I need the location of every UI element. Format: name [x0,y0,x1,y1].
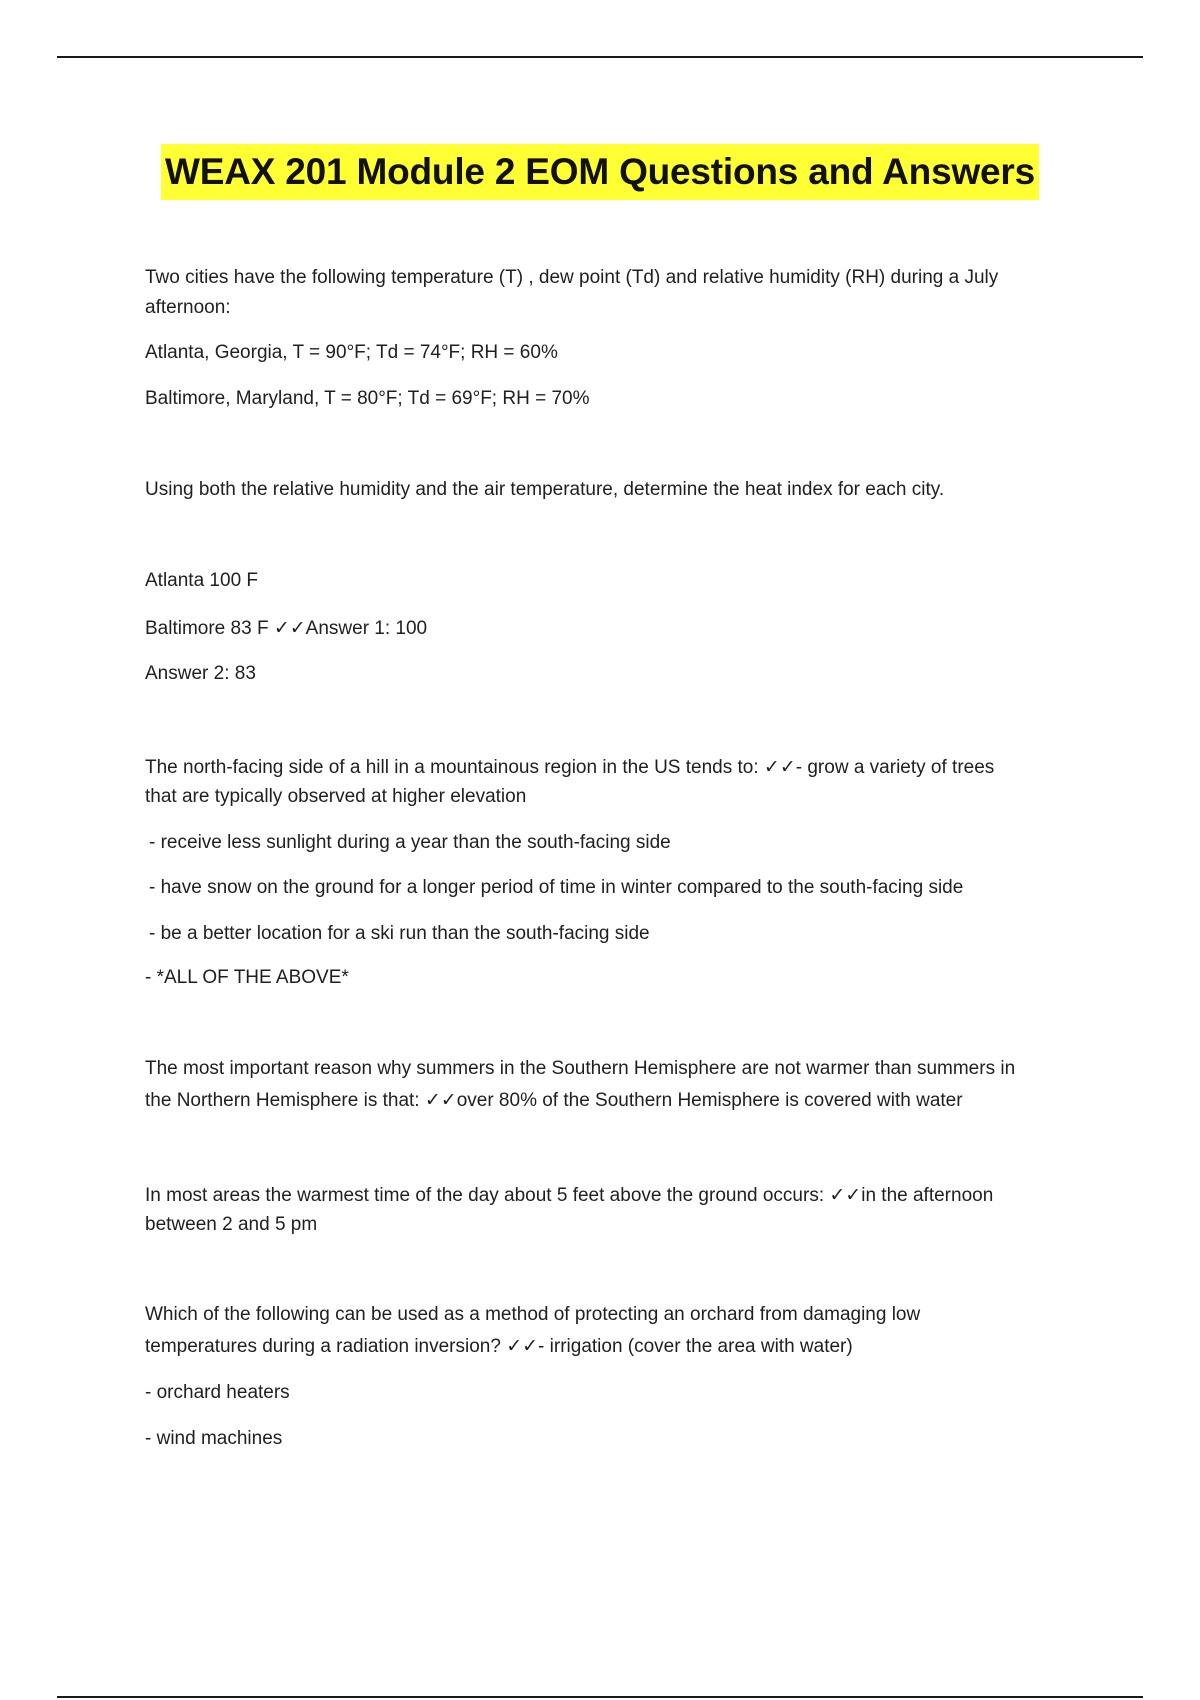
text-line: - have snow on the ground for a longer period of time in winter compared to the south-facing side [149,877,964,898]
title-wrap [0,144,1200,200]
text-line: temperatures during a radiation inversion? ✓✓- irrigation (cover the area with water) [145,1336,853,1357]
text-line: Two cities have the following temperature (T) , dew point (Td) and relative humidity (RH) during a July [145,267,999,288]
text-line: The most important reason why summers in the Southern Hemisphere are not warmer than summers in [145,1058,1016,1079]
text-line: Using both the relative humidity and the air temperature, determine the heat index for each city. [145,479,945,500]
text-line: Atlanta, Georgia, T = 90°F; Td = 74°F; RH = 60% [145,342,558,363]
text-line: Baltimore, Maryland, T = 80°F; Td = 69°F; RH = 70% [145,388,590,409]
bottom-rule [57,1696,1143,1698]
text-line: - receive less sunlight during a year than the south-facing side [149,832,671,853]
document-title: WEAX 201 Module 2 EOM Questions and Answers [161,144,1039,200]
text-line: The north-facing side of a hill in a mountainous region in the US tends to: ✓✓- grow a variety of trees [145,757,995,778]
text-line: In most areas the warmest time of the day about 5 feet above the ground occurs: ✓✓in the afternoon [145,1185,994,1206]
text-line: Answer 2: 83 [145,663,256,684]
text-line: Which of the following can be used as a method of protecting an orchard from damaging low [145,1304,921,1325]
text-line: the Northern Hemisphere is that: ✓✓over 80% of the Southern Hemisphere is covered with water [145,1090,963,1111]
text-line: Atlanta 100 F [145,570,259,591]
text-line: between 2 and 5 pm [145,1214,318,1235]
text-line: - orchard heaters [145,1382,290,1403]
text-line: - be a better location for a ski run than the south-facing side [149,923,650,944]
text-line: Baltimore 83 F ✓✓Answer 1: 100 [145,618,428,639]
text-line: that are typically observed at higher elevation [145,786,527,807]
text-line: afternoon: [145,297,231,318]
text-line: - *ALL OF THE ABOVE* [145,967,349,988]
top-rule [57,56,1143,58]
text-line: - wind machines [145,1428,283,1449]
